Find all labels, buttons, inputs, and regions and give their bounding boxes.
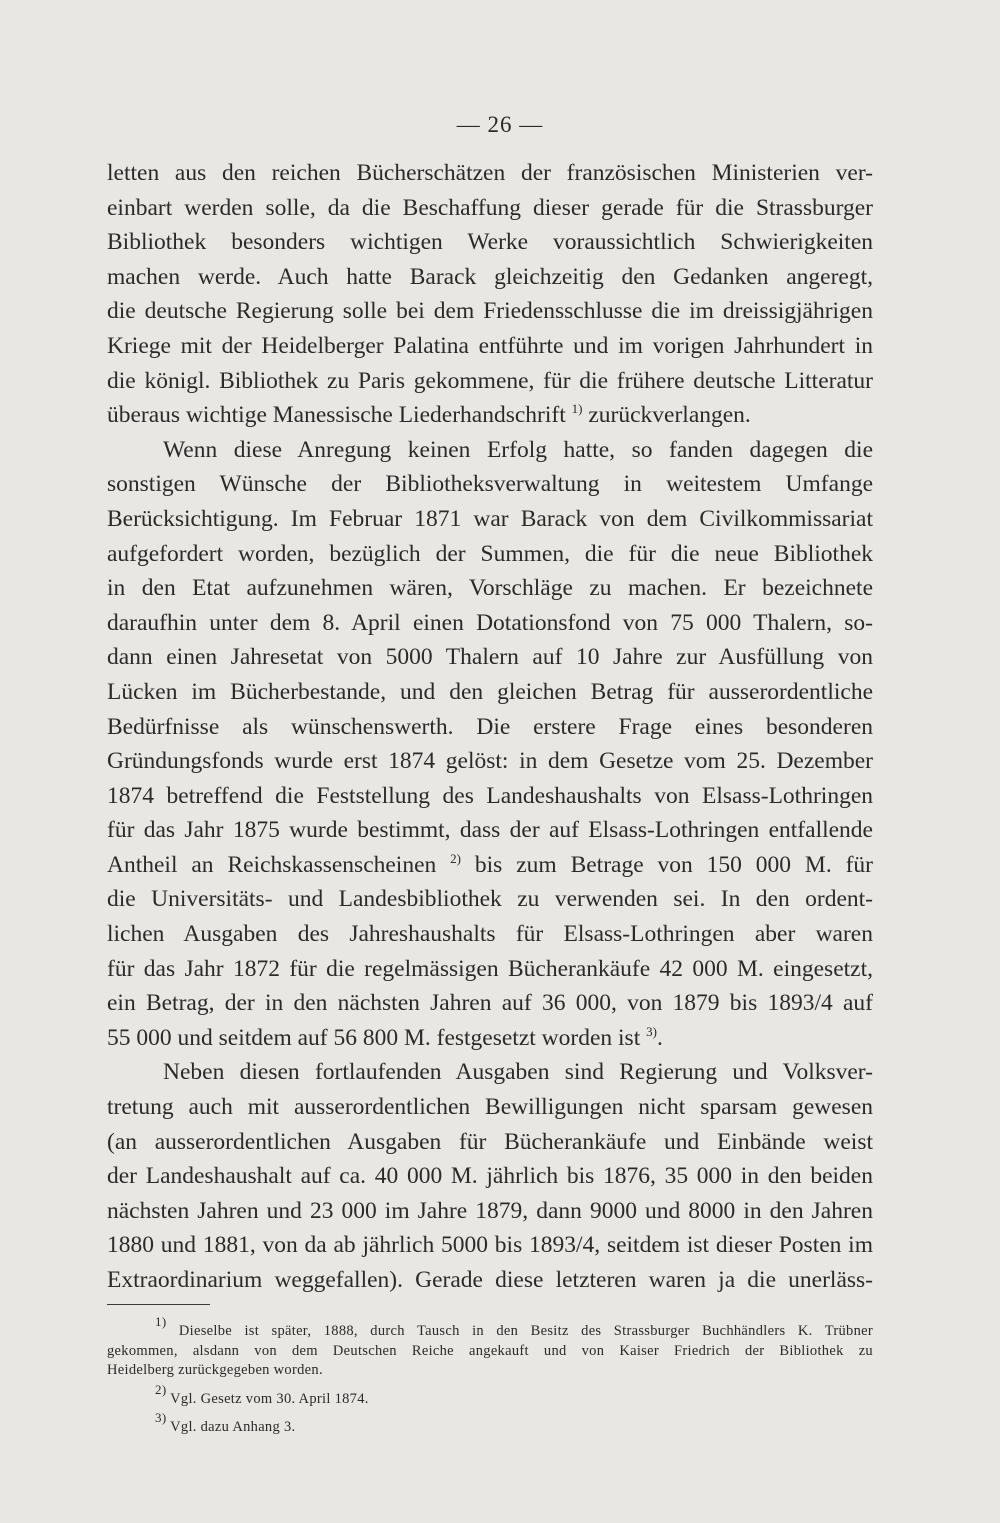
text-line: in den Etat aufzunehmen wären, Vorschläge zu machen. Er bezeichnete (107, 575, 873, 602)
footnotes (107, 1314, 873, 1438)
text-run: Antheil an Reichskassenscheinen (107, 851, 437, 878)
footnote-1 (107, 1314, 873, 1381)
text-line: dann einen Jahresetat von 5000 Thalern auf 10 Jahre zur Ausfüllung von (107, 644, 873, 671)
paragraph-2 (107, 433, 873, 1056)
text-run: überaus wichtige Manessische Liederhandschrift (107, 402, 566, 429)
footnote-line (107, 1314, 873, 1342)
text-run: 55 000 und seitdem auf 56 800 M. festgesetzt worden ist (107, 1024, 641, 1051)
text-line: Wenn diese Anregung keinen Erfolg hatte, so fanden dagegen die (163, 436, 873, 463)
text-line: 1880 und 1881, von da ab jährlich 5000 bis 1893/4, seitdem ist dieser Posten im (107, 1232, 873, 1259)
footnote-line (107, 1381, 873, 1410)
footnote-ref-3: 3) (646, 1023, 657, 1039)
text-run: zurückverlangen. (582, 402, 751, 429)
text-line: Extraordinarium weggefallen). Gerade diese letzteren waren ja die unerläss- (107, 1267, 873, 1293)
text-line: lichen Ausgaben des Jahreshaushalts für Elsass-Lothringen aber waren (107, 921, 873, 948)
footnote-line (107, 1410, 873, 1438)
text-line: einbart werden solle, da die Beschaffung dieser gerade für die Strassburger (107, 194, 873, 221)
text-line: die königl. Bibliothek zu Paris gekommene, für die frühere deutsche Litteratur (107, 367, 873, 394)
footnote-ref-1: 1) (571, 401, 583, 417)
text-line: aufgefordert worden, bezüglich der Summen, die für die neue Bibliothek (107, 540, 873, 567)
footnote-divider (107, 1304, 210, 1305)
text-line: (an ausserordentlichen Ausgaben für Bücherankäufe und Einbände weist (107, 1128, 873, 1155)
text-line (107, 398, 873, 433)
body-text (107, 156, 873, 1298)
text-line: Bedürfnisse als wünschenswerth. Die erstere Frage eines besonderen (107, 713, 873, 740)
text-line: Neben diesen fortlaufenden Ausgaben sind Regierung und Volksver- (163, 1059, 873, 1086)
text-run: Vgl. Gesetz vom 30. April 1874. (170, 1390, 369, 1407)
text-line: die Universitäts- und Landesbibliothek zu verwenden sei. In den ordent- (107, 886, 873, 913)
text-line: machen werde. Auch hatte Barack gleichzeitig den Gedanken angeregt, (107, 263, 873, 290)
text-run: Dieselbe ist später, 1888, durch Tausch in den Besitz des Strassburger Buchhändlers K. Trübner (178, 1323, 873, 1339)
text-line: für das Jahr 1872 für die regelmässigen Bücherankäufe 42 000 M. eingesetzt, (107, 955, 873, 982)
text-line: Berücksichtigung. Im Februar 1871 war Barack von dem Civilkommissariat (107, 505, 873, 532)
text-line (107, 1021, 873, 1056)
text-line: sonstigen Wünsche der Bibliotheksverwaltung in weitestem Umfange (107, 471, 873, 498)
text-line: die deutsche Regierung solle bei dem Friedensschlusse die im dreissigjährigen (107, 298, 873, 325)
text-line: tretung auch mit ausserordentlichen Bewilligungen nicht sparsam gewesen (107, 1094, 873, 1121)
text-run: bis zum Betrage von 150 000 M. für (461, 851, 873, 878)
footnote-3 (107, 1410, 873, 1438)
text-line: daraufhin unter dem 8. April einen Dotationsfond von 75 000 Thalern, so- (107, 609, 873, 636)
text-run: Vgl. dazu Anhang 3. (170, 1419, 296, 1435)
text-line: für das Jahr 1875 wurde bestimmt, dass der auf Elsass-Lothringen entfallende (107, 817, 873, 844)
footnote-mark: 1) (155, 1314, 167, 1329)
footnote-line: gekommen, alsdann von dem Deutschen Reiche angekauft und von Kaiser Friedrich der Bibliothek zu (107, 1342, 873, 1359)
paragraph-1 (107, 156, 873, 433)
footnote-mark: 2) (155, 1381, 167, 1397)
page-number: — 26 — (456, 112, 544, 137)
text-line: 1874 betreffend die Feststellung des Landeshaushalts von Elsass-Lothringen (107, 782, 873, 809)
text-line: nächsten Jahren und 23 000 im Jahre 1879, dann 9000 und 8000 in den Jahren (107, 1197, 873, 1224)
text-line: letten aus den reichen Bücherschätzen der französischen Ministerien ver- (107, 160, 873, 186)
footnote-mark: 3) (155, 1410, 167, 1425)
footnote-ref-2: 2) (450, 850, 462, 866)
text-line: der Landeshaushalt auf ca. 40 000 M. jährlich bis 1876, 35 000 in den beiden (107, 1163, 873, 1190)
text-line: Kriege mit der Heidelberger Palatina entführte und im vorigen Jahrhundert in (107, 332, 873, 359)
text-line: Lücken im Bücherbestande, und den gleichen Betrag für ausserordentliche (107, 678, 873, 705)
text-run: . (656, 1024, 663, 1051)
text-line (107, 848, 873, 883)
text-line: Bibliothek besonders wichtigen Werke voraussichtlich Schwierigkeiten (107, 229, 873, 256)
footnote-2 (107, 1381, 873, 1410)
text-line: Gründungsfonds wurde erst 1874 gelöst: in dem Gesetze vom 25. Dezember (107, 748, 873, 775)
text-line: ein Betrag, der in den nächsten Jahren auf 36 000, von 1879 bis 1893/4 auf (107, 990, 873, 1017)
footnote-line: Heidelberg zurückgegeben worden. (107, 1362, 323, 1378)
paragraph-3 (107, 1055, 873, 1297)
